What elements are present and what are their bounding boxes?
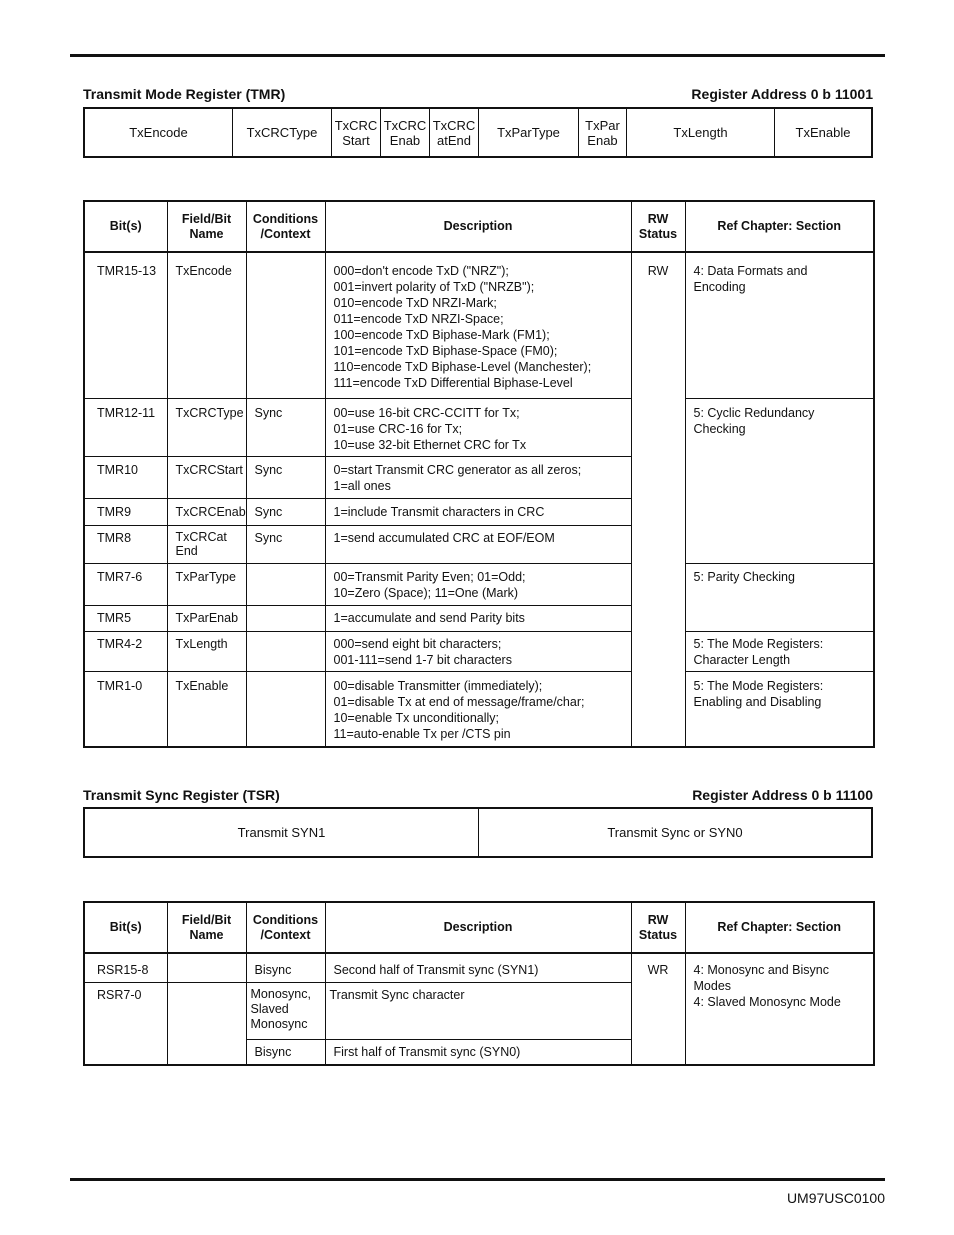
row-bit: TMR8 — [84, 525, 167, 563]
tsr-address: Register Address 0 b 11100 — [692, 787, 873, 803]
row-description: 00=Transmit Parity Even; 01=Odd; 10=Zero (Space); 11=One (Mark) — [325, 563, 631, 605]
header-ref-chapter: Ref Chapter: Section — [685, 201, 874, 252]
row-description: 1=accumulate and send Parity bits — [325, 605, 631, 631]
document-id: UM97USC0100 — [786, 1190, 885, 1206]
tsr-bit-table — [83, 901, 875, 1066]
row-conditions — [246, 563, 325, 605]
tmr-field-txpartype: TxParType — [479, 109, 579, 156]
ref-monosync-bisync: 4: Monosync and Bisync Modes 4: Slaved Monosync Mode — [685, 953, 874, 1065]
row-conditions: Sync — [246, 498, 325, 525]
tmr-field-txcrctype: TxCRCType — [233, 109, 332, 156]
row-description: Second half of Transmit sync (SYN1) — [325, 953, 631, 982]
row-conditions: Bisync — [246, 953, 325, 982]
tmr-field-txparenab: TxPar Enab — [579, 109, 627, 156]
row-field: TxCRCStart — [167, 456, 246, 498]
row-bit: TMR7-6 — [84, 563, 167, 605]
row-conditions: Sync — [246, 456, 325, 498]
row-conditions — [246, 605, 325, 631]
row-bit: RSR7-0 — [97, 987, 142, 1002]
row-field: TxCRCat End — [167, 525, 246, 563]
row-description: 000=send eight bit characters; 001-111=send 1-7 bit characters — [325, 631, 631, 671]
tmr-rw-status: RW — [631, 252, 685, 747]
table-row — [84, 252, 874, 398]
row-description: Transmit Sync character — [325, 982, 631, 1039]
tmr-field-txenable: TxEnable — [795, 125, 851, 140]
tsr-title-bar — [83, 787, 873, 803]
header-description: Description — [325, 902, 631, 953]
table-row — [84, 953, 874, 982]
row-conditions — [246, 252, 325, 398]
header-bits: Bit(s) — [84, 902, 167, 953]
row-field: TxEnable — [167, 671, 246, 747]
header-ref-chapter: Ref Chapter: Section — [685, 902, 874, 953]
row-conditions: Sync — [246, 398, 325, 456]
row-conditions: Monosync, Slaved Monosync — [246, 982, 325, 1039]
row-bit: RSR15-8 — [84, 953, 167, 982]
table-row — [84, 398, 874, 456]
header-rw-status: RW Status — [631, 902, 685, 953]
row-description: First half of Transmit sync (SYN0) — [325, 1039, 631, 1065]
row-field: TxEncode — [167, 252, 246, 398]
bottom-rule — [70, 1178, 885, 1181]
row-description: 1=include Transmit characters in CRC — [325, 498, 631, 525]
ref-crc: 5: Cyclic Redundancy Checking — [685, 398, 874, 563]
header-bits: Bit(s) — [84, 201, 167, 252]
row-bit: TMR15-13 — [84, 252, 167, 398]
row-bit: TMR4-2 — [84, 631, 167, 671]
tmr-title: Transmit Mode Register (TMR) — [83, 86, 286, 102]
ref-enable: 5: The Mode Registers: Enabling and Disabling — [685, 671, 874, 747]
header-description: Description — [325, 201, 631, 252]
ref-encoding: 4: Data Formats and Encoding — [685, 252, 874, 398]
tmr-bit-table — [83, 200, 875, 748]
top-rule — [70, 54, 885, 57]
tmr-field-txlength: TxLength — [627, 109, 775, 156]
header-field: Field/Bit Name — [167, 902, 246, 953]
row-bit: TMR12-11 — [84, 398, 167, 456]
row-description: 1=send accumulated CRC at EOF/EOM — [325, 525, 631, 563]
tsr-field-diagram — [83, 807, 873, 858]
ref-length: 5: The Mode Registers: Character Length — [685, 631, 874, 671]
header-conditions: Conditions /Context — [246, 902, 325, 953]
tsr-field-syn0: Transmit Sync or SYN0 — [607, 825, 743, 840]
tmr-field-txcrcstart: TxCRC Start — [332, 109, 381, 156]
tmr-field-txencode: TxEncode — [85, 109, 233, 156]
row-description: 00=use 16-bit CRC-CCITT for Tx; 01=use CRC-16 for Tx; 10=use 32-bit Ethernet CRC for Tx — [325, 398, 631, 456]
tmr-title-bar — [83, 86, 873, 102]
tmr-address: Register Address 0 b 11001 — [691, 86, 873, 102]
row-bit: TMR9 — [84, 498, 167, 525]
row-field: TxParType — [167, 563, 246, 605]
row-field: TxLength — [167, 631, 246, 671]
tsr-rw-status: WR — [631, 953, 685, 1065]
row-conditions — [246, 671, 325, 747]
tsr-field-syn1: Transmit SYN1 — [85, 809, 479, 856]
row-field: TxCRCType — [167, 398, 246, 456]
row-conditions — [246, 631, 325, 671]
row-field — [167, 953, 246, 982]
row-description: 0=start Transmit CRC generator as all zeros; 1=all ones — [325, 456, 631, 498]
row-bit: TMR1-0 — [97, 678, 143, 693]
row-bit: TMR10 — [84, 456, 167, 498]
row-description: 00=disable Transmitter (immediately); 01=disable Tx at end of message/frame/char; 10=enable Tx unconditionally; 11=auto-enable Tx per /CTS pin — [325, 671, 631, 747]
table-row — [84, 563, 874, 605]
row-field — [167, 982, 246, 1065]
tmr-field-diagram — [83, 107, 873, 158]
row-description: 000=don't encode TxD ("NRZ"); 001=invert polarity of TxD ("NRZB"); 010=encode TxD NRZI-Mark; 011=encode TxD NRZI-Space; 100=encode TxD Biphase-Mark (FM1); 101=encode TxD Biphase-Space (FM0); 110=encode TxD Biphase-Level (Manchester); 111=encode TxD Differential Biphase-Level — [325, 252, 631, 398]
header-conditions: Conditions /Context — [246, 201, 325, 252]
row-bit: TMR5 — [84, 605, 167, 631]
table-row — [84, 671, 874, 747]
tmr-field-txcrcenab: TxCRC Enab — [381, 109, 430, 156]
tsr-title: Transmit Sync Register (TSR) — [83, 787, 280, 803]
row-field: TxParEnab — [167, 605, 246, 631]
row-field: TxCRCEnab — [167, 498, 246, 525]
row-conditions: Sync — [246, 525, 325, 563]
ref-parity: 5: Parity Checking — [685, 563, 874, 631]
tmr-field-txcrcatend: TxCRC atEnd — [430, 109, 479, 156]
header-field: Field/Bit Name — [167, 201, 246, 252]
table-row — [84, 631, 874, 671]
row-conditions: Bisync — [246, 1039, 325, 1065]
header-rw-status: RW Status — [631, 201, 685, 252]
